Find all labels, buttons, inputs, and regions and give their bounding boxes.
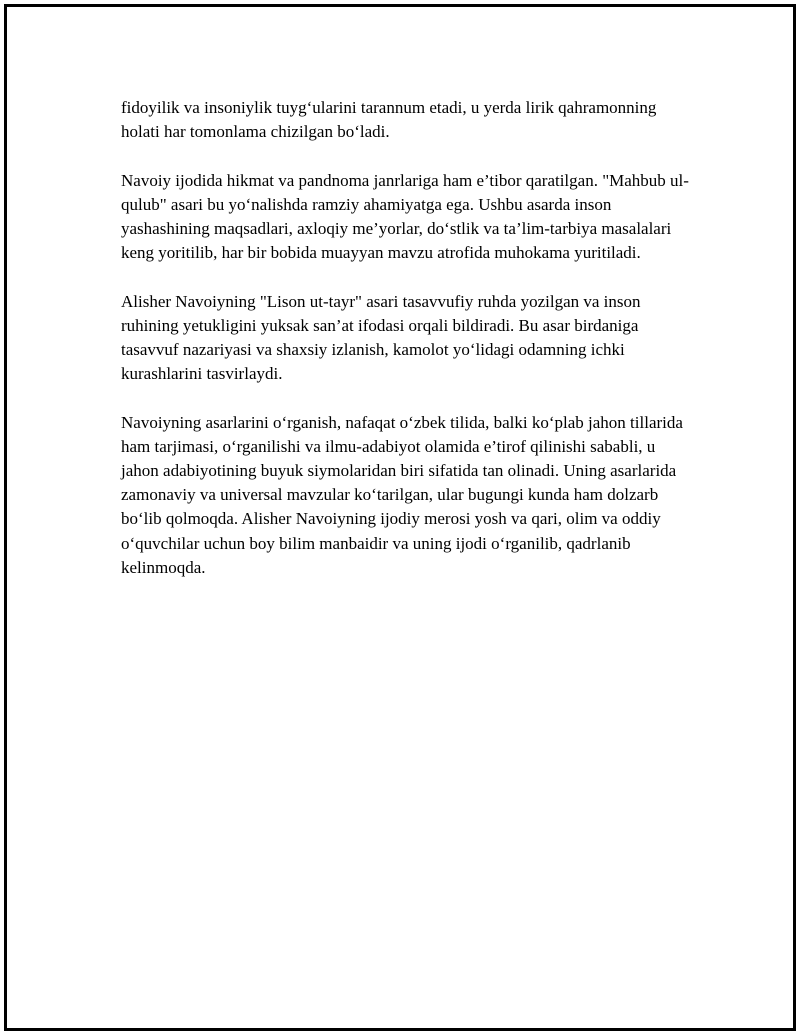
- document-body: [121, 96, 696, 604]
- paragraph-3: Alisher Navoiyning "Lison ut-tayr" asari tasavvufiy ruhda yozilgan va inson ruhining yetukligini yuksak san’at ifodasi orqali bildiradi. Bu asar birdaniga tasavvuf nazariyasi va shaxsiy izlanish, kamolot yo‘lidagi odamning ichki kurashlarini tasvirlaydi.: [121, 291, 641, 384]
- paragraph-4: Navoiyning asarlarini o‘rganish, nafaqat o‘zbek tilida, balki ko‘plab jahon tillarida ham tarjimasi, o‘rganilishi va ilmu-adabiyot olamida e’tirof qilinishi sababli, u jahon adabiyotining buyuk siymolaridan biri sifatida tan olinadi. Uning asarlarida zamonaviy va universal mavzular ko‘tarilgan, ular bugungi kunda ham dolzarb bo‘lib qolmoqda. Alisher Navoiyning ijodiy merosi yosh va qari, olim va oddiy o‘quvchilar uchun boy bilim manbaidir va uning ijodi o‘rganilib, qadrlanib kelinmoqda.: [121, 412, 683, 577]
- document-page: [4, 4, 796, 1031]
- paragraph-1: fidoyilik va insoniylik tuyg‘ularini tarannum etadi, u yerda lirik qahramonning holati har tomonlama chizilgan bo‘ladi.: [121, 98, 657, 142]
- paragraph-2: Navoiy ijodida hikmat va pandnoma janrlariga ham e’tibor qaratilgan. "Mahbub ul-qulub" asari bu yo‘nalishda ramziy ahamiyatga ega. Ushbu asarda inson yashashining maqsadlari, axloqiy me’yorlar, do‘stlik va ta’lim-tarbiya masalalari keng yoritilib, har bir bobida muayyan mavzu atrofida muhokama yuritiladi.: [121, 170, 689, 263]
